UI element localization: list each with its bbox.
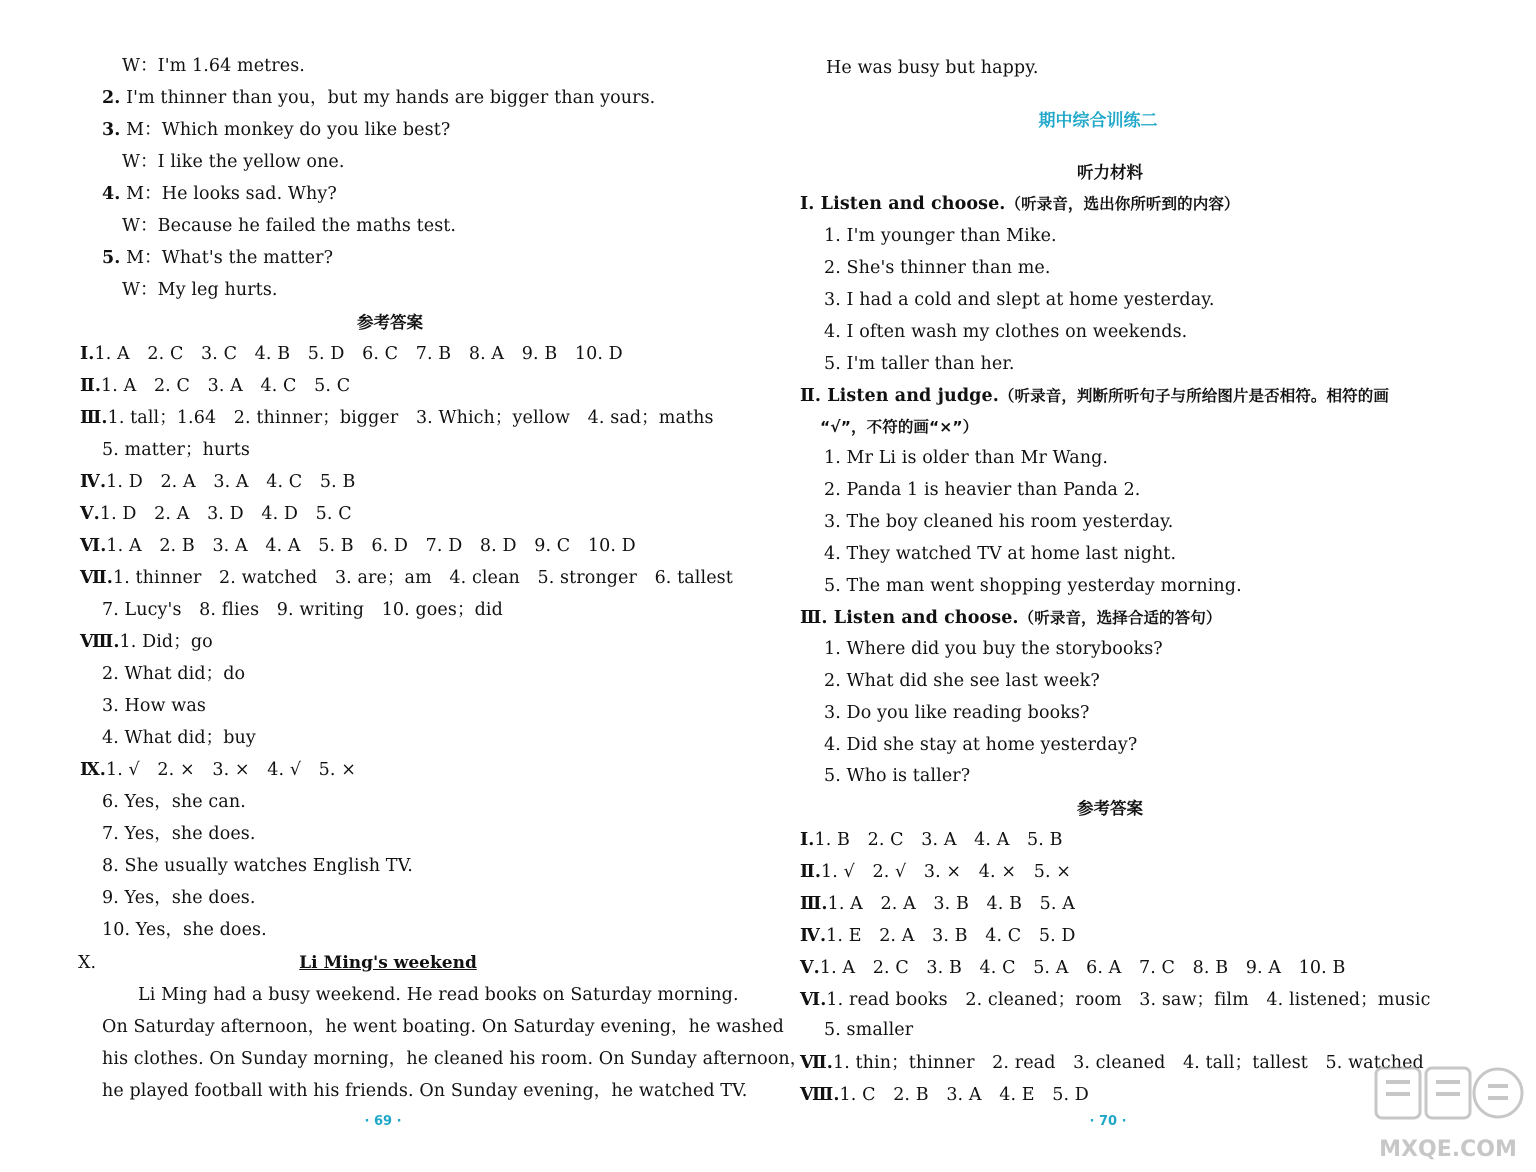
answer-line: Ⅶ.1. thinner 2. watched 3. are；am 4. clean 5. stronger 6. tallest — [80, 568, 733, 588]
listening-item: 3. Do you like reading books? — [824, 703, 1090, 723]
story-line: On Saturday afternoon，he went boating. On Saturday evening，he washed — [102, 1017, 784, 1037]
listening-item: 3. I had a cold and slept at home yesterday. — [824, 290, 1215, 310]
answer-line: Ⅴ.1. A 2. C 3. B 4. C 5. A 6. A 7. C 8. B 9. A 10. B — [800, 958, 1346, 978]
right-page — [768, 0, 1536, 1172]
listening-item: 1. Mr Li is older than Mr Wang. — [824, 448, 1109, 468]
answer-line: Ⅱ.1. √ 2. √ 3. × 4. × 5. × — [800, 862, 1072, 882]
part-heading: Ⅱ. Listen and judge.（听录音，判断所听句子与所给图片是否相符。相符的画 — [800, 386, 1389, 406]
listening-item: 2. Panda 1 is heavier than Panda 2. — [824, 480, 1141, 500]
svg-text:MXQE.COM: MXQE.COM — [1379, 1137, 1517, 1162]
part-heading: Ⅰ. Listen and choose.（听录音，选出你所听到的内容） — [800, 194, 1240, 214]
transcript-line: 2. I'm thinner than you，but my hands are bigger than yours. — [102, 88, 656, 108]
part-heading: Ⅲ. Listen and choose.（听录音，选择合适的答句） — [800, 608, 1222, 628]
watermark-logo — [1368, 1060, 1528, 1168]
listening-item: 2. What did she see last week? — [824, 671, 1100, 691]
story-title: Li Ming's weekend — [299, 953, 477, 973]
answers-heading: 参考答案 — [357, 313, 423, 332]
answer-line: Ⅲ.1. tall；1.64 2. thinner；bigger 3. Which；yellow 4. sad；maths — [80, 408, 714, 428]
listening-item: 1. Where did you buy the storybooks? — [824, 639, 1163, 659]
answer-line: 5. matter；hurts — [102, 440, 250, 460]
answer-line: Ⅸ.1. √ 2. × 3. × 4. √ 5. × — [80, 760, 356, 780]
answer-line: 3. How was — [102, 696, 206, 716]
answers-heading: 参考答案 — [1077, 799, 1143, 818]
listening-heading: 听力材料 — [1077, 163, 1143, 182]
listening-item: 5. Who is taller? — [824, 766, 971, 786]
answer-line: Ⅷ.1. Did；go — [80, 632, 213, 652]
transcript-line: W：Because he failed the maths test. — [122, 216, 457, 236]
page-number: · 70 · — [1089, 1114, 1127, 1129]
listening-item: 1. I'm younger than Mike. — [824, 226, 1057, 246]
transcript-line: W：I'm 1.64 metres. — [122, 56, 305, 76]
answer-line: 8. She usually watches English TV. — [102, 856, 413, 876]
section-number: Ⅹ. — [78, 953, 97, 973]
transcript-line: W：I like the yellow one. — [122, 152, 345, 172]
answer-line: 10. Yes，she does. — [102, 920, 267, 940]
answer-line: Ⅰ.1. A 2. C 3. C 4. B 5. D 6. C 7. B 8. A 9. B 10. D — [80, 344, 623, 364]
listening-item: 5. I'm taller than her. — [824, 354, 1015, 374]
listening-item: 5. The man went shopping yesterday morning. — [824, 576, 1242, 596]
story-line: his clothes. On Sunday morning，he cleaned his room. On Sunday afternoon， — [102, 1049, 808, 1069]
answer-line: 2. What did；do — [102, 664, 246, 684]
answer-line: Ⅶ.1. thin；thinner 2. read 3. cleaned 4. tall；tallest 5. watched — [800, 1053, 1424, 1073]
listening-item: 2. She's thinner than me. — [824, 258, 1051, 278]
part-heading-cont: “√”，不符的画“×”） — [820, 418, 979, 436]
answer-line: 9. Yes，she does. — [102, 888, 256, 908]
transcript-line: W：My leg hurts. — [122, 280, 278, 300]
listening-item: 4. Did she stay at home yesterday? — [824, 735, 1138, 755]
answer-line: 6. Yes，she can. — [102, 792, 246, 812]
answer-line: Ⅷ.1. C 2. B 3. A 4. E 5. D — [800, 1085, 1089, 1105]
answer-line: Ⅰ.1. B 2. C 3. A 4. A 5. B — [800, 830, 1063, 850]
story-last-line: He was busy but happy. — [826, 58, 1039, 78]
story-line: Li Ming had a busy weekend. He read books on Saturday morning. — [138, 985, 739, 1005]
section-title: 期中综合训练二 — [1038, 111, 1158, 131]
answer-line: Ⅵ.1. read books 2. cleaned；room 3. saw；film 4. listened；music — [800, 990, 1431, 1010]
answer-line: 4. What did；buy — [102, 728, 256, 748]
transcript-line: 4. M：He looks sad. Why? — [102, 184, 337, 204]
listening-item: 4. They watched TV at home last night. — [824, 544, 1177, 564]
listening-item: 3. The boy cleaned his room yesterday. — [824, 512, 1174, 532]
page-number: · 69 · — [364, 1114, 402, 1129]
story-line: he played football with his friends. On Sunday evening，he watched TV. — [102, 1081, 748, 1101]
transcript-line: 3. M：Which monkey do you like best? — [102, 120, 451, 140]
answer-line: 7. Lucy's 8. flies 9. writing 10. goes；did — [102, 600, 503, 620]
answer-line: Ⅳ.1. D 2. A 3. A 4. C 5. B — [80, 472, 356, 492]
listening-item: 4. I often wash my clothes on weekends. — [824, 322, 1188, 342]
transcript-line: 5. M：What's the matter? — [102, 248, 334, 268]
answer-line: Ⅲ.1. A 2. A 3. B 4. B 5. A — [800, 894, 1075, 914]
answer-line: Ⅳ.1. E 2. A 3. B 4. C 5. D — [800, 926, 1076, 946]
answer-line: 5. smaller — [824, 1020, 914, 1040]
answer-line: 7. Yes，she does. — [102, 824, 256, 844]
answer-line: Ⅴ.1. D 2. A 3. D 4. D 5. C — [80, 504, 352, 524]
answer-line: Ⅵ.1. A 2. B 3. A 4. A 5. B 6. D 7. D 8. D 9. C 10. D — [80, 536, 636, 556]
answer-line: Ⅱ.1. A 2. C 3. A 4. C 5. C — [80, 376, 351, 396]
